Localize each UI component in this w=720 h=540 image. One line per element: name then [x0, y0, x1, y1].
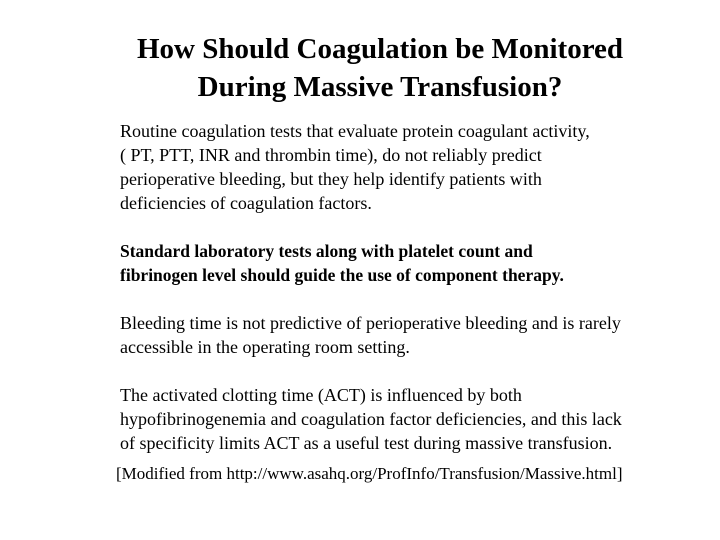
source-citation: [Modified from http://www.asahq.org/ProfInfo/Transfusion/Massive.html] — [116, 464, 623, 483]
paragraph-line: perioperative bleeding, but they help identify patients with — [120, 169, 542, 189]
paragraph-line: deficiencies of coagulation factors. — [120, 193, 372, 213]
paragraph-act — [120, 383, 710, 455]
paragraph-line: Standard laboratory tests along with platelet count and — [120, 241, 533, 261]
paragraph-line: hypofibrinogenemia and coagulation factor deficiencies, and this lack — [120, 409, 622, 429]
paragraph-line: ( PT, PTT, INR and thrombin time), do not reliably predict — [120, 145, 542, 165]
title-line-1: How Should Coagulation be Monitored — [136, 33, 624, 65]
paragraph-line: The activated clotting time (ACT) is influenced by both — [120, 385, 522, 405]
slide-title — [0, 30, 720, 106]
paragraph-line: accessible in the operating room setting. — [120, 337, 410, 357]
paragraph-standard-tests — [120, 239, 710, 287]
paragraph-routine-tests — [120, 119, 710, 215]
paragraph-line: of specificity limits ACT as a useful test during massive transfusion. — [120, 433, 613, 453]
paragraph-bleeding-time — [120, 311, 710, 359]
paragraph-line: fibrinogen level should guide the use of component therapy. — [120, 265, 564, 285]
title-line-2: During Massive Transfusion? — [197, 71, 563, 103]
paragraph-line: Bleeding time is not predictive of perioperative bleeding and is rarely — [120, 313, 621, 333]
paragraph-line: Routine coagulation tests that evaluate protein coagulant activity, — [120, 121, 590, 141]
